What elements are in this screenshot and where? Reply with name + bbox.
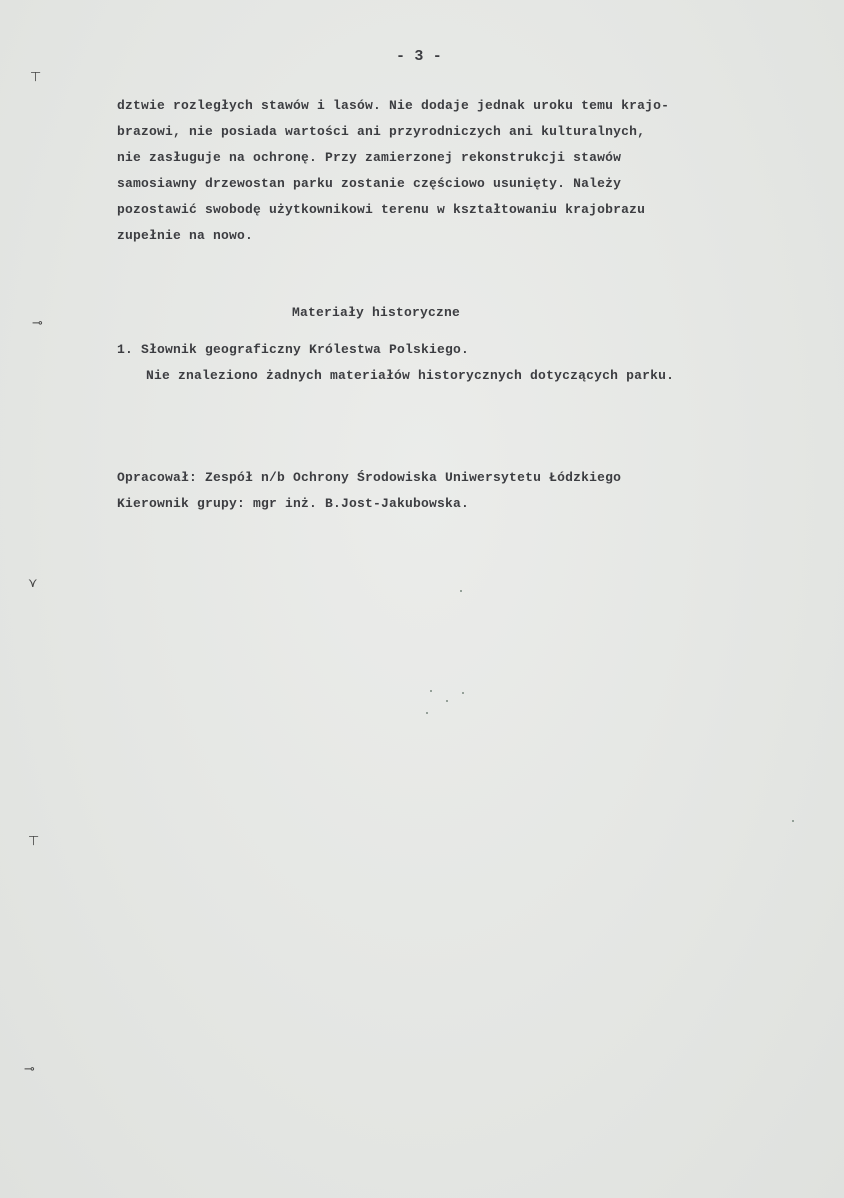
paper-speck: [792, 820, 794, 822]
margin-tick-mark: ⊤: [28, 834, 40, 849]
paper-speck: [462, 692, 464, 694]
section-heading: Materiały historyczne: [292, 305, 461, 320]
paper-speck: [430, 690, 432, 692]
paragraph-line: samosiawny drzewostan parku zostanie częściowo usunięty. Należy: [117, 176, 622, 191]
paragraph-line: nie zasługuje na ochronę. Przy zamierzonej rekonstrukcji stawów: [117, 150, 622, 165]
margin-tick-mark: ⋎: [28, 576, 38, 591]
paper-speck: [460, 590, 462, 592]
paragraph-line: dztwie rozległych stawów i lasów. Nie dodaje jednak uroku temu krajo-: [117, 98, 670, 113]
paragraph-line: brazowi, nie posiada wartości ani przyrodniczych ani kulturalnych,: [117, 124, 646, 139]
margin-tick-mark: ⊸: [32, 316, 43, 331]
paper-speck: [426, 712, 428, 714]
paper-speck: [446, 700, 448, 702]
paragraph-line: pozostawić swobodę użytkownikowi terenu w kształtowaniu krajobrazu: [117, 202, 646, 217]
source-note: Nie znaleziono żadnych materiałów historycznych dotyczących parku.: [146, 368, 675, 383]
page-number: - 3 -: [396, 48, 443, 65]
prepared-by-line: Opracował: Zespół n/b Ochrony Środowiska Uniwersytetu Łódzkiego: [117, 470, 622, 485]
paragraph-line: zupełnie na nowo.: [117, 228, 254, 243]
margin-tick-mark: ⊤: [30, 70, 42, 85]
source-list-item: 1. Słownik geograficzny Królestwa Polskiego.: [117, 342, 470, 357]
group-leader-line: Kierownik grupy: mgr inż. B.Jost-Jakubowska.: [117, 496, 470, 511]
margin-tick-mark: ⊸: [24, 1062, 35, 1077]
